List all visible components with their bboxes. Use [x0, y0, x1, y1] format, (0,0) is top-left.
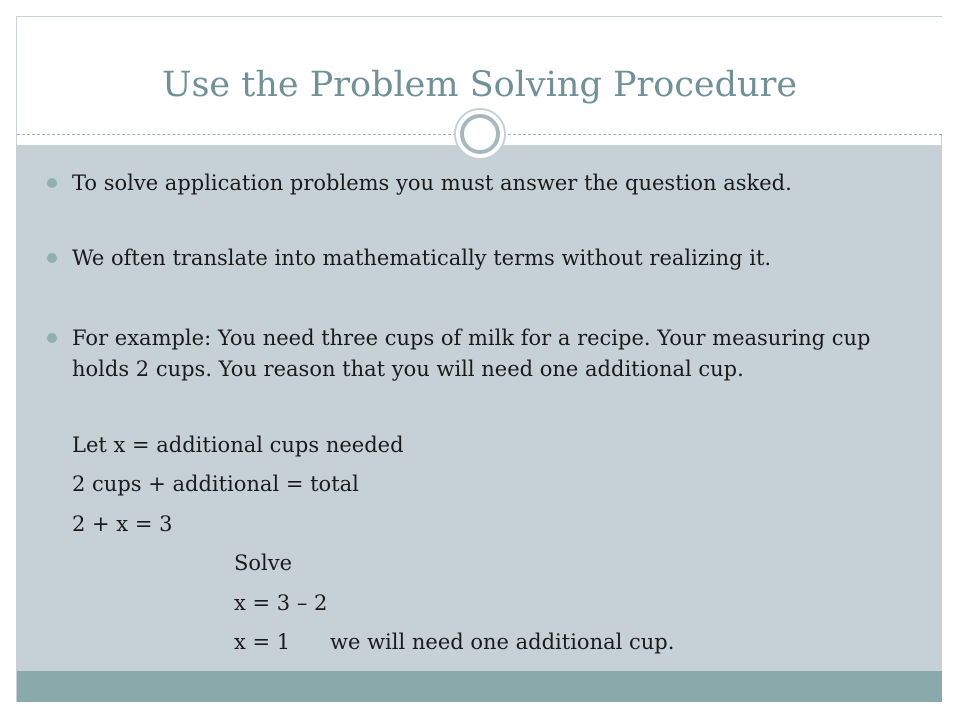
solve-label: Solve	[234, 551, 293, 575]
bullet-dot	[47, 253, 57, 263]
let-statement: Let x = additional cups needed	[72, 433, 404, 457]
slide-title: Use the Problem Solving Procedure	[161, 65, 798, 105]
bullet-dot	[47, 178, 57, 188]
bullet-item: We often translate into mathematically terms without realizing it.	[72, 246, 772, 270]
equation: 2 + x = 3	[72, 512, 173, 536]
solution-step: x = 3 – 2	[234, 591, 328, 615]
solution-result: x = 1	[234, 630, 291, 654]
bullet-item: For example: You need three cups of milk for a recipe. Your measuring cup holds 2 cups. You reason that you will need one additional cup.	[72, 326, 871, 381]
word-equation: 2 cups + additional = total	[72, 472, 359, 496]
solution-conclusion: we will need one additional cup.	[330, 630, 675, 654]
bullet-dot	[47, 333, 57, 343]
bullet-item: To solve application problems you must answer the question asked.	[72, 171, 792, 195]
